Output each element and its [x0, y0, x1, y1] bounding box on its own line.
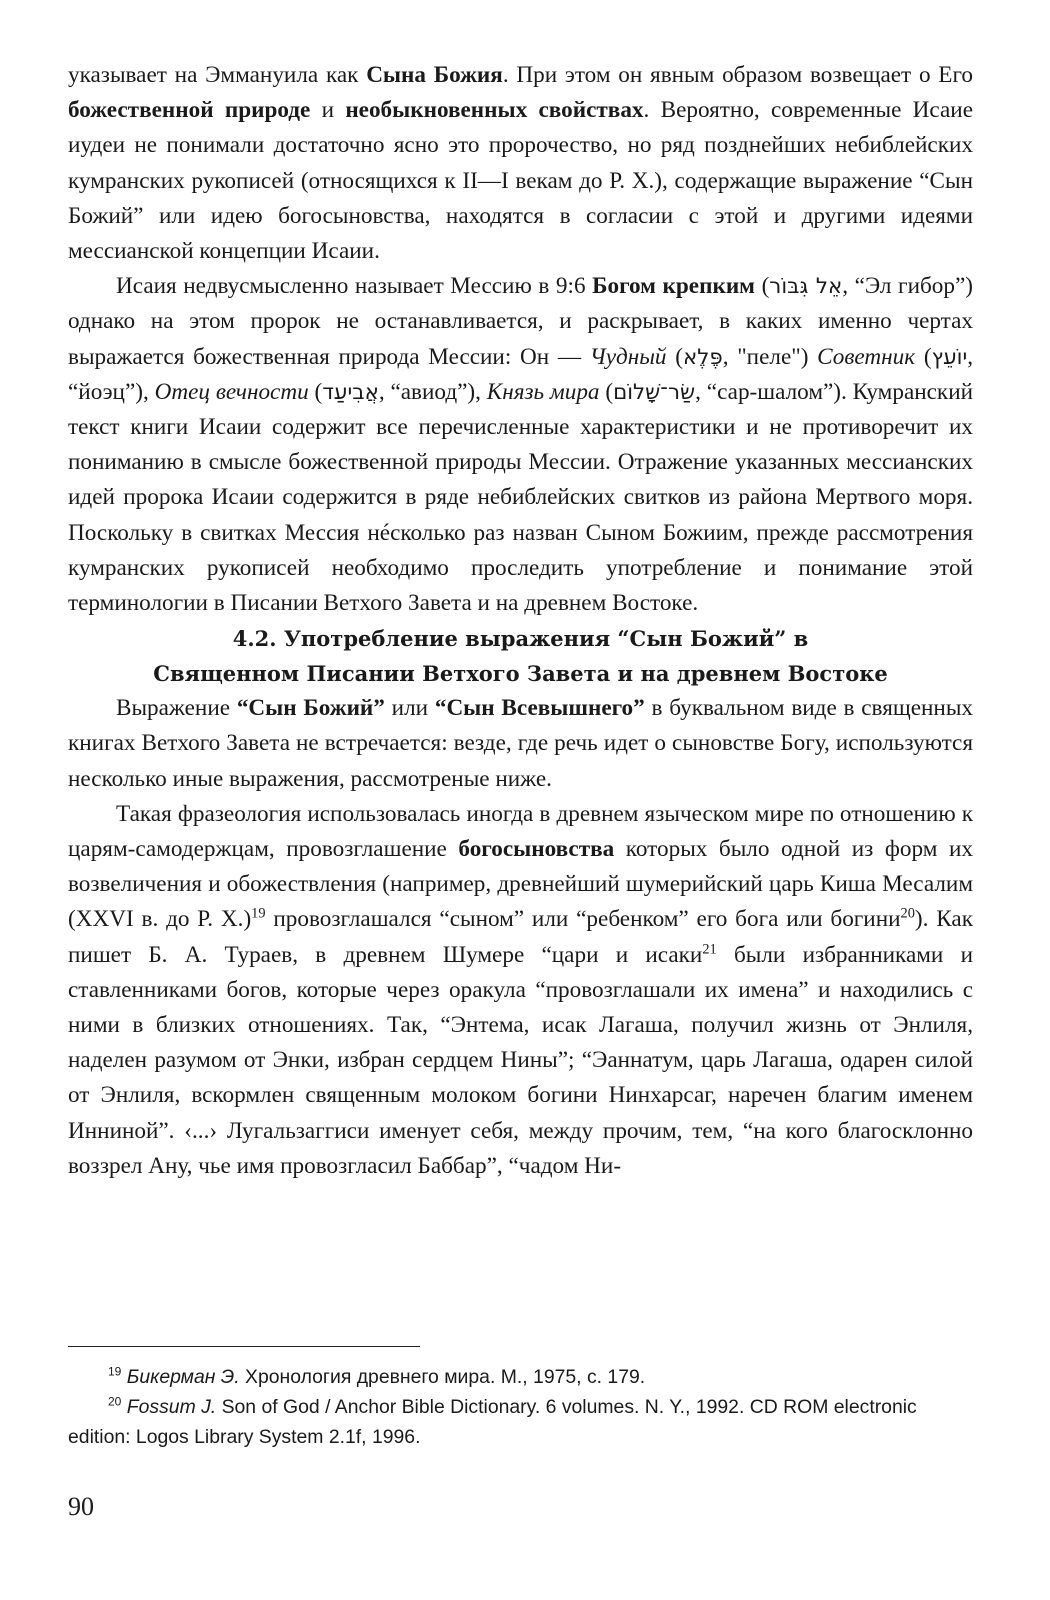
text-run: “Сын Божий” [236, 695, 385, 722]
text-run: ( [599, 378, 614, 405]
text-run: . При этом он явным образом возвещает о Его [502, 62, 973, 88]
text-run: “Сын Всевышнего” [434, 695, 645, 722]
text-run: ( [915, 343, 932, 370]
text-run: Сына Божия [366, 62, 503, 88]
footnote-text: Son of God / Anchor Bible Dictionary. 6 volumes. N. Y., 1992. CD ROM electronic edition: Logos Library System 2.1f, 1996. [68, 1396, 917, 1448]
section-heading-line-1: 4.2. Употребление выражения “Сын Божий” в [232, 626, 809, 652]
hebrew-text: יוֹעֵץ [931, 344, 968, 370]
text-run: , “Эл гибор”) однако на этом пророк не останавливается, и раскрывает, в каких именно чертах выражается божественная природа Мессии: Он — [68, 273, 973, 370]
text-run: Отец вечности [154, 378, 309, 405]
footnote-separator [68, 1346, 420, 1347]
text-run: ( [754, 273, 770, 300]
text-run: необыкновенных свойствах [345, 97, 644, 124]
paragraph-block-2 [68, 691, 973, 1184]
footnote-ref: 20 [900, 905, 915, 922]
text-run: Князь мира [486, 378, 600, 405]
paragraph [68, 797, 973, 1184]
main-text [68, 58, 973, 1184]
text-run: провозглашался “сыном” или “ребенком” его бога или богини [265, 906, 901, 933]
footnote-number: 20 [108, 1394, 122, 1409]
text-run: в буквальном виде в священных книгах Ветхого Завета не встречается: везде, где речь идет о сыновстве Богу, используются несколько иные выражения, рассмотреные ниже. [68, 695, 974, 792]
footnote-text: Хронология древнего мира. М., 1975, с. 179. [239, 1366, 646, 1388]
footnote-author: Fossum J. [126, 1396, 217, 1418]
hebrew-text: אֲבִיעַד [322, 379, 379, 405]
text-run: Такая фразеология использовалась иногда в древнем языческом мире по отношению к царям-самодержцам, провозглашение [68, 800, 973, 863]
page-number: 90 [68, 1492, 94, 1521]
footnote-author: Бикерман Э. [126, 1366, 240, 1388]
text-run: ( [666, 343, 683, 370]
paragraph [68, 58, 973, 269]
text-run: Чудный [589, 343, 667, 370]
text-run: которых было одной из форм их возвеличения и обожествления (например, древнейший шумерийский царь Киша Месалим (XXVI в. до Р. Х.) [68, 836, 973, 933]
text-run: , “авиод”), [378, 378, 487, 405]
text-run: , “йоэц”), [68, 343, 974, 405]
text-run: . Вероятно, современные Исаие иудеи не понимали достаточно ясно это пророчество, но ряд позднейших небиблейских кумранских рукописей (относящихся к II—I векам до Р. Х.), содержащие выражение “Сын Божий” или идею богосыновства, находятся в согласии с этой и другими идеями мессианской концепции Исаии. [68, 97, 973, 265]
text-run: и [310, 97, 346, 124]
text-run: Богом крепким [592, 273, 755, 300]
text-run: божественной природе [68, 97, 311, 124]
text-run: Выражение [116, 695, 237, 722]
footnote-ref: 19 [251, 905, 266, 922]
footnote-19 [68, 1362, 973, 1392]
text-run: ). Как пишет Б. А. Тураев, в древнем Шумере “цари и исаки [68, 906, 973, 968]
paragraph-block-1 [68, 58, 973, 621]
text-run: Советник [817, 343, 916, 370]
paragraph [68, 269, 973, 621]
text-run: , “сар-шалом”). Кумранский текст книги Исаии содержит все перечисленные характеристики и не противоречит их пониманию в смысле божественной природы Мессии. Отражение указанных мессианских идей пророка Исаии содержится в ряде небиблейских свитков из района Мертвого моря. Поскольку в свитках Мессия нéсколько раз назван Сыном Божиим, прежде рассмотрения кумранских рукописей необходимо проследить употребление и понимание этой терминологии в Писании Ветхого Завета и на древнем Востоке. [68, 378, 974, 617]
hebrew-text: פֶּלֶא [682, 344, 723, 370]
text-run: ( [308, 378, 323, 405]
hebrew-text: שַׂר־שָׁלוֹם [613, 379, 696, 405]
text-run: указывает на Эммануила как [68, 62, 367, 88]
text-run: Исаия недвусмысленно называет Мессию в 9:6 [116, 273, 593, 300]
section-heading-line-2: Священном Писании Ветхого Завета и на древнем Востоке [153, 661, 888, 687]
footnotes [68, 1362, 973, 1452]
text-run: или [384, 695, 435, 722]
paragraph [68, 691, 973, 797]
footnote-number: 19 [108, 1364, 122, 1379]
hebrew-text: אֵל גִּבּוֹר [769, 274, 843, 300]
text-run: богосыновства [458, 836, 615, 863]
text-run: , "пеле") [722, 343, 818, 370]
text-run: были избранниками и ставленниками богов, которые через оракула “провозглашали их имена” и находились с ними в близких отношениях. Так, “Энтема, исак Лагаша, получил жизнь от Энлиля, наделен разумом от Энки, избран сердцем Нины”; “Эаннатум, царь Лагаша, одарен силой от Энлиля, вскормлен священным молоком богини Нинхарсаг, наречен благим именем Инниной”. ‹...› Лугальзаггиси именует себя, между прочим, тем, “на кого благосклонно воззрел Ану, чье имя провозгласил Баббар”, “чадом Ни- [68, 941, 973, 1179]
footnote-ref: 21 [702, 940, 717, 957]
section-heading [68, 621, 973, 691]
footnote-20 [68, 1392, 973, 1452]
